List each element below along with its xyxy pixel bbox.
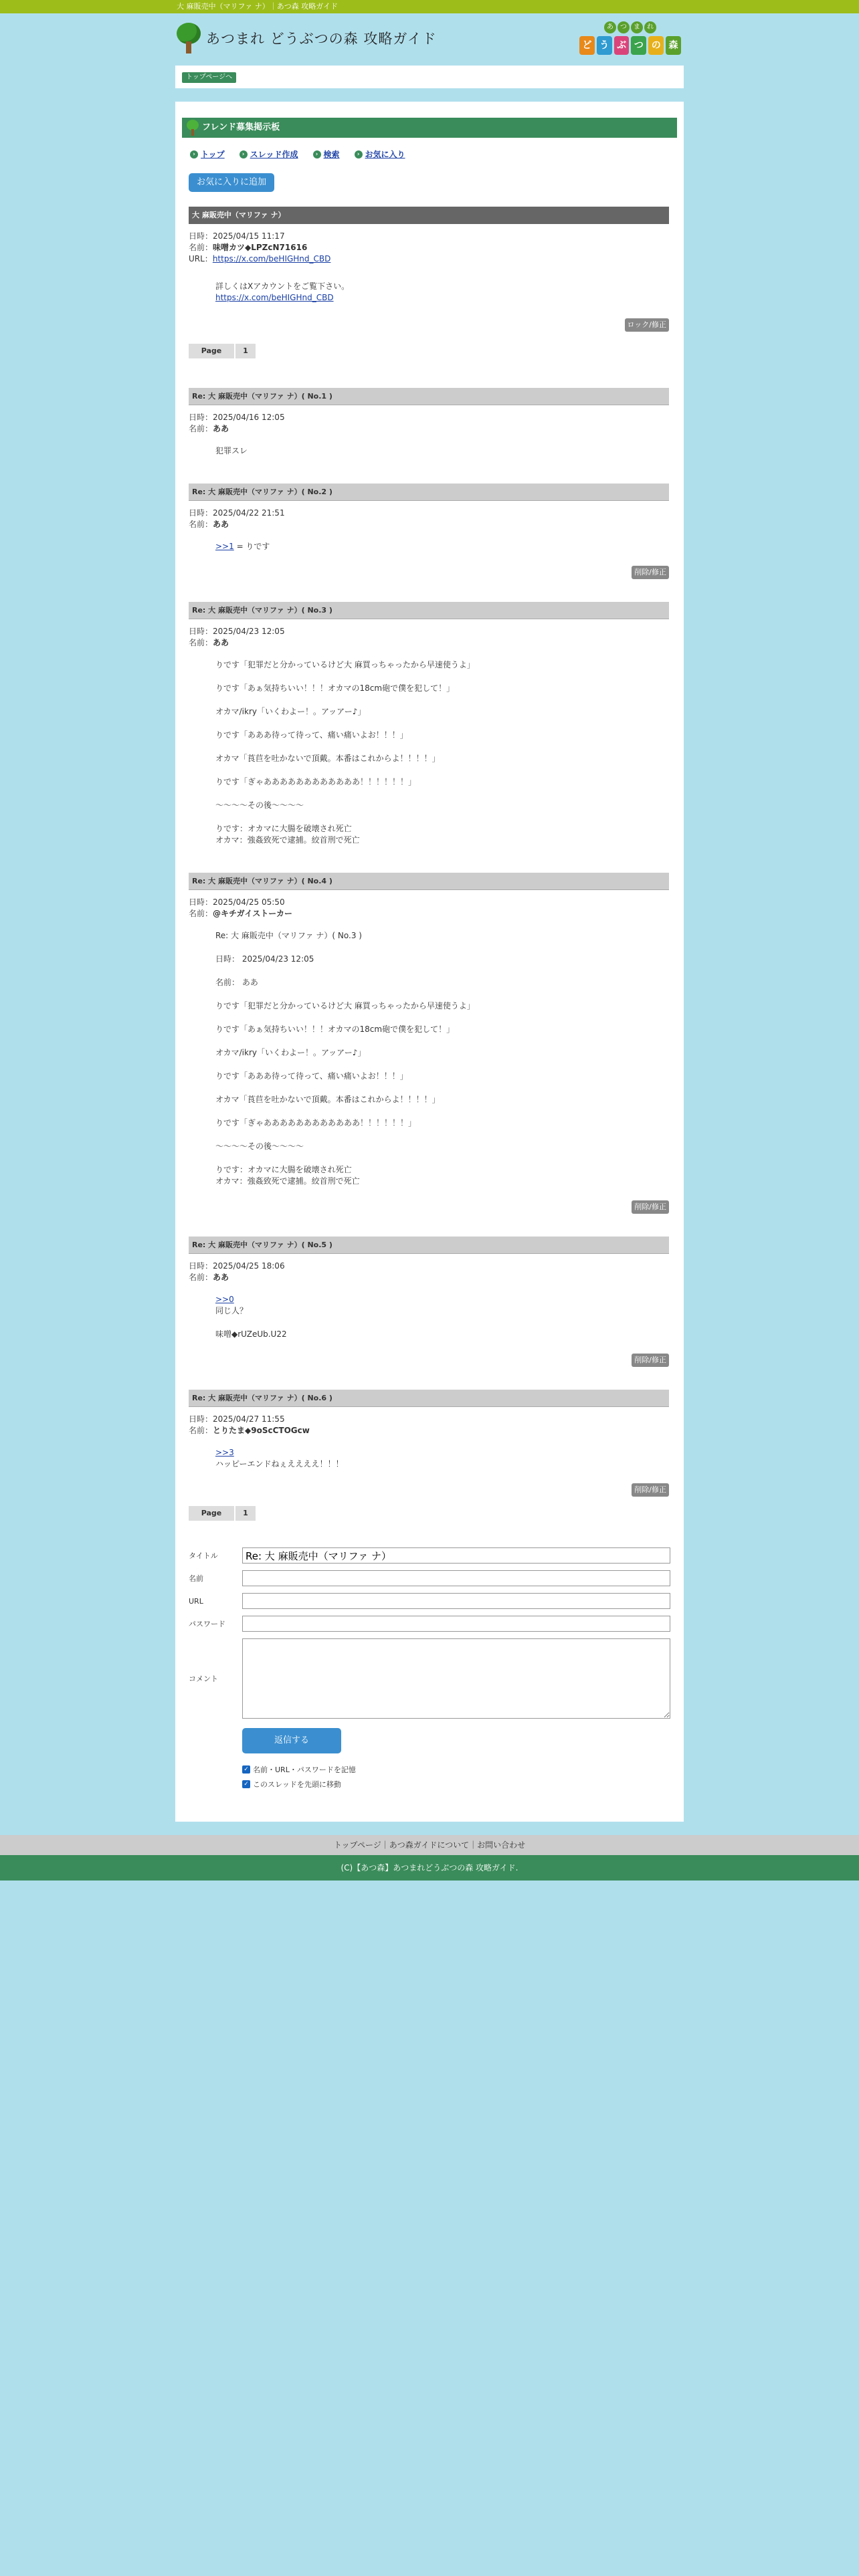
arrow-circle-icon: ›: [240, 150, 248, 158]
main-content: [175, 102, 684, 1822]
post-line: オカマ：強姦致死で逮捕。絞首刑で死亡: [215, 835, 360, 845]
post-author: ああ: [213, 424, 229, 433]
post-author: 味噌カツ◆LPZcN71616: [213, 243, 308, 252]
post-date: 2025/04/27 11:55: [213, 1414, 285, 1424]
post-line: りです「あぁ気持ちいい！！！オカマの18cm砲で僕を犯して！」: [215, 1025, 455, 1034]
comment-label: コメント: [189, 1675, 218, 1683]
checkbox-checked-icon: ✓: [242, 1765, 250, 1774]
post-line: = りです: [233, 542, 270, 551]
thread-title: 大 麻販売中（マリファ ナ）: [189, 207, 669, 224]
pager-top: [189, 344, 677, 358]
pager-page-1[interactable]: 1: [235, 344, 256, 358]
name-label: 名前：: [189, 1273, 213, 1282]
reply-title: Re: 大 麻販売中（マリファ ナ）( No.5 ): [189, 1237, 669, 1254]
post-meta: [189, 508, 669, 530]
tree-icon: [175, 23, 202, 53]
move-top-label: このスレッドを先頭に移動: [253, 1780, 341, 1789]
pager-page-1[interactable]: 1: [235, 1506, 256, 1521]
post-link[interactable]: https://x.com/beHIGHnd_CBD: [215, 293, 334, 302]
date-label: 日時：: [189, 231, 213, 241]
post-body: [215, 541, 669, 552]
board-links: [190, 148, 677, 160]
post-line: りです「あぁ気持ちいい！！！オカマの18cm砲で僕を犯して！」: [215, 683, 455, 693]
title-label: タイトル: [189, 1551, 218, 1560]
post-date: 2025/04/16 12:05: [213, 413, 285, 422]
add-favorite-button[interactable]: お気に入りに追加: [189, 173, 274, 192]
post-meta: [189, 231, 669, 265]
reply-post: [189, 388, 669, 457]
link-create-thread-label[interactable]: スレッド作成: [250, 150, 298, 159]
brand-char: れ: [644, 21, 656, 33]
pager-bottom: [189, 1506, 677, 1521]
link-search-label[interactable]: 検索: [323, 150, 340, 159]
site-title: あつまれ どうぶつの森 攻略ガイド: [206, 31, 437, 47]
site-logo[interactable]: [175, 23, 437, 53]
url-label: URL：: [189, 254, 213, 263]
url-field-label: URL: [189, 1596, 203, 1606]
replies: [182, 388, 677, 1497]
site-header: [0, 13, 859, 66]
brand-char: ぶ: [614, 36, 630, 55]
post-meta: [189, 412, 669, 435]
post-line: りです：オカマに大腸を破壊され死亡: [215, 1165, 352, 1174]
name-field-label: 名前: [189, 1574, 203, 1583]
post-line: りです「あああ待って待って、痛い痛いよお！！！」: [215, 1071, 408, 1081]
delete-edit-button[interactable]: 削除/修正: [632, 566, 669, 579]
date-label: 日時：: [189, 627, 213, 636]
brand-char: の: [648, 36, 664, 55]
post-body: [215, 1294, 669, 1340]
lock-edit-button[interactable]: ロック/修正: [625, 318, 670, 332]
comment-textarea[interactable]: [242, 1638, 670, 1719]
board-title: フレンド募集掲示板: [202, 122, 280, 132]
brand-char: 森: [666, 36, 681, 55]
reply-form: [189, 1547, 677, 1790]
submit-reply-button[interactable]: 返信する: [242, 1728, 341, 1753]
post-line: オカマ「莨苣を吐かないで頂戴。本番はこれからよ！！！！」: [215, 1095, 440, 1104]
top-page-button[interactable]: トップページへ: [182, 72, 236, 83]
post-line: 〜〜〜〜その後〜〜〜〜: [215, 800, 304, 810]
post-line: オカマ：強姦致死で逮捕。絞首刑で死亡: [215, 1176, 360, 1186]
brand-char: つ: [631, 36, 646, 55]
remember-checkbox[interactable]: [242, 1764, 677, 1775]
post-line: りです「犯罪だと分かっているけど大 麻買っちゃったから早速使うよ」: [215, 660, 475, 669]
post-author: ああ: [213, 638, 229, 647]
arrow-circle-icon: ›: [190, 150, 198, 158]
url-input[interactable]: [242, 1593, 670, 1609]
password-input[interactable]: [242, 1616, 670, 1632]
name-label: 名前：: [189, 909, 213, 918]
post-date: 2025/04/15 11:17: [213, 231, 285, 241]
link-top[interactable]: [190, 148, 225, 160]
brand-logo[interactable]: [579, 21, 681, 60]
post-line: 名前： ああ: [215, 978, 258, 987]
footer-links[interactable]: トップページ｜あつ森ガイドについて｜お問い合わせ: [0, 1835, 859, 1855]
reply-title: Re: 大 麻販売中（マリファ ナ）( No.3 ): [189, 602, 669, 619]
date-label: 日時：: [189, 1261, 213, 1271]
post-meta: [189, 1261, 669, 1283]
delete-edit-button[interactable]: 削除/修正: [632, 1483, 669, 1497]
pager-label: Page: [189, 1506, 234, 1521]
date-label: 日時：: [189, 508, 213, 518]
brand-char: ど: [579, 36, 595, 55]
move-top-checkbox[interactable]: [242, 1779, 677, 1790]
post-date: 2025/04/22 21:51: [213, 508, 285, 518]
post-body: [215, 445, 669, 457]
post-date: 2025/04/23 12:05: [213, 627, 285, 636]
remember-label: 名前・URL・パスワードを記憶: [253, 1765, 356, 1774]
post-line: 詳しくはXアカウントをご覧下さい。: [215, 282, 350, 291]
reply-title: Re: 大 麻販売中（マリファ ナ）( No.2 ): [189, 484, 669, 501]
post-body: [215, 281, 669, 304]
delete-edit-button[interactable]: 削除/修正: [632, 1354, 669, 1367]
reply-post: [189, 602, 669, 846]
post-line: Re: 大 麻販売中（マリファ ナ）( No.3 ): [215, 931, 362, 940]
link-favorites[interactable]: [355, 148, 405, 160]
post-line: ハッピーエンドねぇええええ！！！: [215, 1459, 344, 1469]
post-author: ああ: [213, 1273, 229, 1282]
reply-post: [189, 1390, 669, 1497]
date-label: 日時：: [189, 413, 213, 422]
arrow-circle-icon: ›: [355, 150, 363, 158]
reply-title: Re: 大 麻販売中（マリファ ナ）( No.6 ): [189, 1390, 669, 1407]
post-line: りです「ぎゃああああああああああああ！！！！！！」: [215, 777, 417, 786]
brand-char: う: [597, 36, 612, 55]
post-line: りです「ぎゃああああああああああああ！！！！！！」: [215, 1118, 417, 1128]
post-line: 同じ人？: [215, 1306, 248, 1315]
post-author: @キチガイストーカー: [213, 909, 293, 918]
top-strip: 大 麻販売中（マリファ ナ）｜あつ森 攻略ガイド: [0, 0, 859, 13]
arrow-circle-icon: ›: [313, 150, 321, 158]
name-label: 名前：: [189, 520, 213, 529]
name-label: 名前：: [189, 424, 213, 433]
brand-char: ま: [631, 21, 643, 33]
reply-title: Re: 大 麻販売中（マリファ ナ）( No.4 ): [189, 873, 669, 890]
reply-title: Re: 大 麻販売中（マリファ ナ）( No.1 ): [189, 388, 669, 405]
reply-post: [189, 484, 669, 579]
board-title-bar: [182, 118, 677, 138]
post-line: オカマ/ikry「いくわよー！。アッアー♪」: [215, 1048, 366, 1057]
name-label: 名前：: [189, 638, 213, 647]
password-label: パスワード: [189, 1620, 225, 1628]
reply-anchor-link[interactable]: >>1: [215, 542, 234, 551]
date-label: 日時：: [189, 1414, 213, 1424]
checkbox-checked-icon: ✓: [242, 1780, 250, 1788]
post-line: オカマ「莨苣を吐かないで頂戴。本番はこれからよ！！！！」: [215, 754, 440, 763]
reply-post: [189, 1237, 669, 1367]
brand-char: あ: [604, 21, 616, 33]
post-body: [215, 930, 669, 1187]
post-author: ああ: [213, 520, 229, 529]
thread-post: [189, 207, 669, 332]
name-label: 名前：: [189, 1426, 213, 1435]
post-line: 犯罪スレ: [215, 446, 248, 455]
post-meta: [189, 1414, 669, 1436]
reply-anchor-link[interactable]: >>3: [215, 1448, 234, 1457]
post-date: 2025/04/25 18:06: [213, 1261, 285, 1271]
date-label: 日時：: [189, 897, 213, 907]
pager-label: Page: [189, 344, 234, 358]
footer-copyright: (C)【あつ森】あつまれどうぶつの森 攻略ガイド.: [0, 1855, 859, 1881]
post-body: [215, 659, 669, 846]
link-favorites-label[interactable]: お気に入り: [365, 150, 405, 159]
title-input[interactable]: [242, 1547, 670, 1564]
reply-anchor-link[interactable]: >>0: [215, 1295, 234, 1304]
post-line: りです「あああ待って待って、痛い痛いよお！！！」: [215, 730, 408, 740]
post-line: りです「犯罪だと分かっているけど大 麻買っちゃったから早速使うよ」: [215, 1001, 475, 1010]
nav-bar: [175, 66, 684, 88]
link-create-thread[interactable]: [240, 148, 298, 160]
post-meta: [189, 897, 669, 920]
post-meta: [189, 626, 669, 649]
name-label: 名前：: [189, 243, 213, 252]
delete-edit-button[interactable]: 削除/修正: [632, 1200, 669, 1214]
post-line: りです：オカマに大腸を破壊され死亡: [215, 824, 352, 833]
link-search[interactable]: [313, 148, 340, 160]
post-url[interactable]: https://x.com/beHIGHnd_CBD: [212, 254, 331, 263]
reply-post: [189, 873, 669, 1214]
brand-char: つ: [617, 21, 630, 33]
post-line: 味噌◆rUZeUb.U22: [215, 1329, 287, 1339]
post-line: 〜〜〜〜その後〜〜〜〜: [215, 1142, 304, 1151]
post-body: [215, 1447, 669, 1470]
post-author: とりたま◆9oScCTOGcw: [213, 1426, 310, 1435]
link-top-label[interactable]: トップ: [201, 150, 225, 159]
post-line: オカマ/ikry「いくわよー！。アッアー♪」: [215, 707, 366, 716]
post-date: 2025/04/25 05:50: [213, 897, 285, 907]
post-line: 日時： 2025/04/23 12:05: [215, 954, 314, 964]
name-input[interactable]: [242, 1570, 670, 1586]
tree-icon: [186, 119, 199, 136]
